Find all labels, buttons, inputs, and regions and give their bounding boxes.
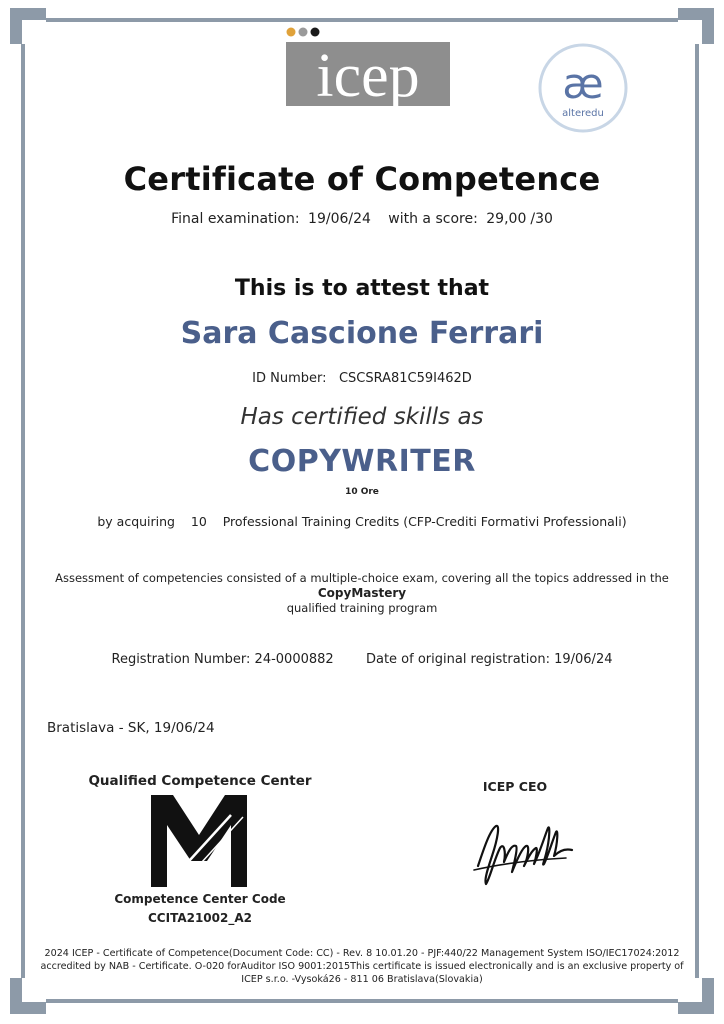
score-max: /30 xyxy=(530,211,553,227)
credits-value: 10 xyxy=(190,514,207,529)
program-name: CopyMastery xyxy=(317,586,407,600)
corner-ornament-top-right xyxy=(678,8,714,44)
id-value: CSCSRA81C59I462D xyxy=(338,371,472,386)
issue-place xyxy=(47,720,215,736)
assessment-text: Assessment of competencies consisted of a multiple-choice exam, covering all the topics addressed in the xyxy=(55,571,669,585)
competence-center-code-label: Competence Center Code xyxy=(114,892,286,906)
exam-date: 19/06/24 xyxy=(308,211,371,227)
competence-center-logo xyxy=(151,795,247,887)
hours-label: 10 Ore xyxy=(345,487,379,497)
ceo-title: ICEP CEO xyxy=(482,779,548,794)
alteredu-logo xyxy=(537,42,629,134)
credits-line xyxy=(0,514,724,529)
reg-date-value: 19/06/24 xyxy=(554,652,613,667)
icep-logo xyxy=(286,26,450,122)
place-name: Bratislava - SK, xyxy=(47,720,150,736)
reg-number-label: Registration Number: xyxy=(111,652,251,667)
program-suffix: qualified training program xyxy=(286,601,438,615)
certified-role: COPYWRITER xyxy=(248,444,476,479)
alteredu-symbol: æ xyxy=(562,59,604,108)
competence-center-code: CCITA21002_A2 xyxy=(147,911,252,925)
registration-line xyxy=(0,652,724,667)
score-label: with a score: xyxy=(388,211,478,227)
place-date: 19/06/24 xyxy=(153,720,215,736)
certificate-title: Certificate of Competence xyxy=(123,160,601,198)
skills-label: Has certified skills as xyxy=(240,404,484,430)
exam-line xyxy=(0,211,724,227)
qualified-center-title: Qualified Competence Center xyxy=(88,773,312,789)
ceo-signature xyxy=(470,808,580,890)
corner-ornament-top-left xyxy=(10,8,46,44)
recipient-name: Sara Cascione Ferrari xyxy=(180,316,544,351)
footer-legal-text: 2024 ICEP - Certificate of Competence(Document Code: CC) - Rev. 8 10.01.20 - PJF:440/22 Management System ISO/IEC17024:2012 accredited by NAB - Certificate. O-020 forAuditor ISO 9001:2015This certificate is issued electronically and is an exclusive property of ICEP s.r.o. -Vysoká26 - 811 06 Bratislava(Slovakia) xyxy=(40,948,684,985)
credits-suffix: Professional Training Credits (CFP-Crediti Formativi Professionali) xyxy=(222,514,627,529)
alteredu-logo-text: alteredu xyxy=(562,108,604,119)
credits-prefix: by acquiring xyxy=(97,514,175,529)
id-label: ID Number: xyxy=(252,371,327,386)
attest-heading: This is to attest that xyxy=(234,276,490,301)
id-line xyxy=(0,371,724,386)
reg-date-label: Date of original registration: xyxy=(365,652,550,667)
reg-number-value: 24-0000882 xyxy=(254,652,334,667)
assessment-block xyxy=(0,571,724,616)
score-value: 29,00 xyxy=(486,211,527,227)
icep-logo-text: icep xyxy=(316,42,420,110)
exam-label: Final examination: xyxy=(171,211,300,227)
